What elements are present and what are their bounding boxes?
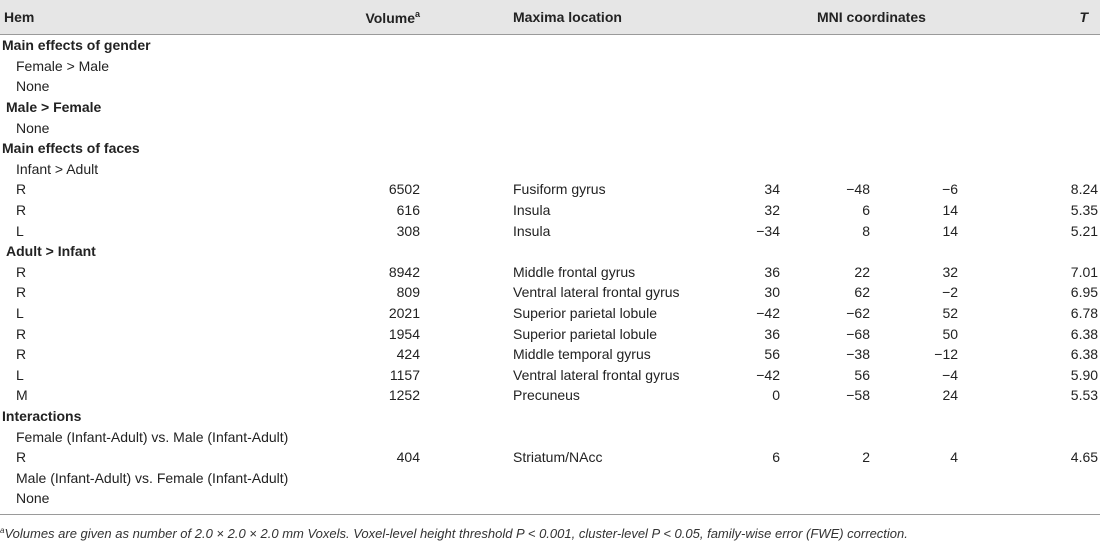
cell-mni-y: 8 [862, 222, 870, 239]
table-row [0, 447, 1100, 468]
cell-mni-y: −38 [846, 346, 870, 363]
subgroup-label: Infant > Adult [16, 160, 99, 177]
cell-volume: 308 [396, 222, 420, 239]
cell-mni-z: −12 [934, 346, 959, 363]
cell-mni-z: 4 [950, 449, 959, 466]
table-row [0, 282, 1100, 303]
cell-mni-y: 56 [854, 366, 870, 383]
table-row [0, 200, 1100, 221]
cell-mni-z: 14 [942, 222, 959, 239]
subgroup-row [0, 467, 1100, 488]
cell-volume: 616 [396, 202, 420, 219]
header-t: T [980, 0, 1100, 35]
cell-volume: 6502 [388, 181, 420, 198]
cell-mni-x: 34 [764, 181, 780, 198]
cell-hem: R [16, 325, 27, 342]
cell-mni-x: 30 [764, 284, 780, 301]
table-header [0, 0, 1100, 35]
subgroup-label: Female (Infant-Adult) vs. Male (Infant-Adult) [16, 428, 289, 445]
table-row [0, 365, 1100, 386]
header-row [0, 0, 1100, 35]
footnote-text: Volumes are given as number of 2.0 × 2.0 × 2.0 mm Voxels. Voxel-level height threshold P < 0.001, cluster-level P < 0.05, family-wise error (FWE) correction. [4, 526, 908, 541]
cell-hem: R [16, 181, 27, 198]
cell-maxima-location: Fusiform gyrus [513, 181, 606, 198]
cell-mni-z: 24 [942, 387, 959, 404]
section-row [0, 35, 1100, 56]
cell-maxima-location: Superior parietal lobule [513, 325, 657, 342]
cell-hem: R [16, 202, 27, 219]
cell-t: 5.53 [1070, 387, 1099, 404]
section-heading: Interactions [2, 407, 82, 424]
cell-mni-x: 0 [772, 387, 780, 404]
cell-mni-z: 52 [942, 305, 959, 322]
cell-t: 6.38 [1070, 325, 1099, 342]
cell-mni-z: −6 [942, 181, 959, 198]
section-row [0, 406, 1100, 427]
section-heading: Main effects of gender [2, 37, 151, 54]
cell-hem: L [16, 222, 24, 239]
cell-mni-x: 36 [764, 263, 780, 280]
subgroup-row [0, 488, 1100, 509]
cell-hem: R [16, 346, 27, 363]
cell-mni-y: 22 [854, 263, 870, 280]
header-volume [100, 0, 420, 35]
section-heading: Male > Female [6, 99, 102, 116]
cell-volume: 424 [396, 346, 420, 363]
section-heading: Adult > Infant [6, 243, 96, 260]
cell-t: 7.01 [1070, 263, 1099, 280]
section-row [0, 97, 1100, 118]
cell-mni-z: −4 [942, 366, 959, 383]
cell-t: 5.90 [1070, 366, 1099, 383]
cell-t: 4.65 [1070, 449, 1099, 466]
cell-t: 8.24 [1070, 181, 1099, 198]
cell-maxima-location: Striatum/NAcc [513, 449, 603, 466]
subgroup-label: None [16, 490, 50, 507]
cell-t: 6.95 [1070, 284, 1099, 301]
cell-mni-x: −42 [756, 305, 780, 322]
cell-mni-x: 56 [764, 346, 780, 363]
header-volume-footnote-marker: a [414, 8, 420, 19]
cell-t: 6.38 [1070, 346, 1099, 363]
section-row [0, 241, 1100, 262]
table-bottom-rule [0, 514, 1100, 515]
cell-mni-x: −42 [756, 366, 780, 383]
cell-hem: M [16, 387, 28, 404]
cell-maxima-location: Superior parietal lobule [513, 305, 657, 322]
cell-mni-y: −58 [846, 387, 870, 404]
header-volume-label: Volume [365, 9, 415, 26]
table-body [0, 35, 1100, 509]
cell-mni-x: −34 [756, 222, 780, 239]
table-row [0, 262, 1100, 283]
cell-maxima-location: Precuneus [513, 387, 580, 404]
subgroup-label: None [16, 119, 50, 136]
section-heading: Main effects of faces [2, 140, 140, 157]
cell-volume: 809 [396, 284, 420, 301]
cell-t: 5.21 [1070, 222, 1099, 239]
table-row [0, 344, 1100, 365]
table-row [0, 323, 1100, 344]
subgroup-row [0, 117, 1100, 138]
subgroup-row [0, 76, 1100, 97]
cell-hem: R [16, 263, 27, 280]
header-hem: Hem [0, 0, 100, 35]
cell-hem: L [16, 366, 24, 383]
cell-t: 6.78 [1070, 305, 1099, 322]
cell-mni-z: 14 [942, 202, 959, 219]
subgroup-row [0, 159, 1100, 180]
cell-volume: 404 [396, 449, 420, 466]
subgroup-label: Female > Male [16, 57, 109, 74]
cell-mni-z: −2 [942, 284, 959, 301]
cell-mni-z: 32 [942, 263, 959, 280]
cell-hem: R [16, 449, 27, 466]
subgroup-label: Male (Infant-Adult) vs. Female (Infant-Adult) [16, 469, 289, 486]
cell-hem: R [16, 284, 27, 301]
cell-maxima-location: Middle temporal gyrus [513, 346, 651, 363]
cell-volume: 1954 [388, 325, 420, 342]
cell-volume: 8942 [388, 263, 420, 280]
footnote-marker: a [0, 526, 5, 535]
header-mni-coordinates: MNI coordinates [690, 0, 980, 35]
cell-mni-y: −68 [846, 325, 870, 342]
cell-mni-x: 32 [764, 202, 780, 219]
table-footnote [0, 526, 1100, 541]
cell-volume: 1157 [389, 366, 420, 383]
subgroup-label: None [16, 78, 50, 95]
cell-volume: 1252 [388, 387, 420, 404]
cell-mni-x: 36 [764, 325, 780, 342]
cell-mni-y: −48 [846, 181, 870, 198]
cell-hem: L [16, 305, 24, 322]
cell-mni-x: 6 [772, 449, 780, 466]
cell-maxima-location: Ventral lateral frontal gyrus [513, 366, 680, 383]
table-row [0, 179, 1100, 200]
cell-mni-z: 50 [942, 325, 959, 342]
header-maxima-location: Maxima location [420, 0, 690, 35]
cell-mni-y: 6 [862, 202, 870, 219]
cell-maxima-location: Insula [513, 222, 551, 239]
subgroup-row [0, 56, 1100, 77]
cell-mni-y: 2 [862, 449, 870, 466]
cell-volume: 2021 [388, 305, 420, 322]
cell-mni-y: 62 [854, 284, 870, 301]
cell-maxima-location: Middle frontal gyrus [513, 263, 636, 280]
cell-maxima-location: Insula [513, 202, 551, 219]
cell-t: 5.35 [1070, 202, 1099, 219]
table-row [0, 303, 1100, 324]
table-row [0, 220, 1100, 241]
cell-mni-y: −62 [846, 305, 870, 322]
section-row [0, 138, 1100, 159]
cell-maxima-location: Ventral lateral frontal gyrus [513, 284, 680, 301]
table-row [0, 385, 1100, 406]
subgroup-row [0, 426, 1100, 447]
